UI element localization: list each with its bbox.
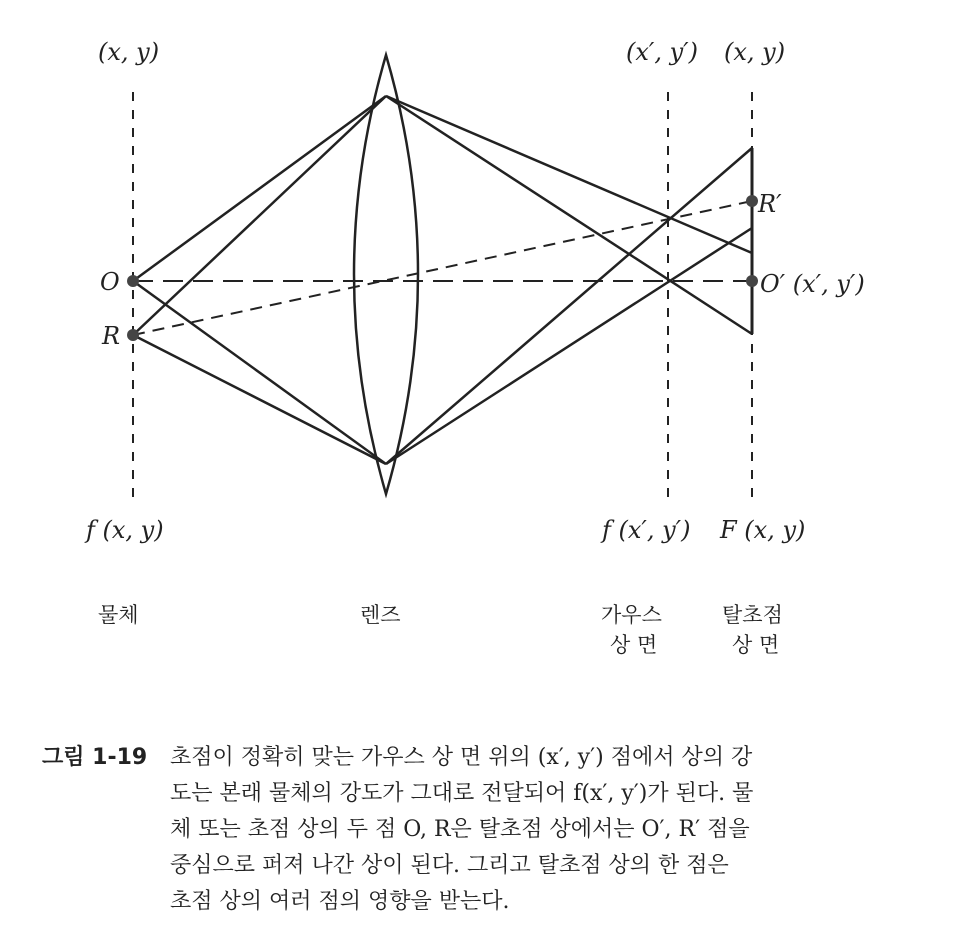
point-O-prime-label: O′ (x′, y′) <box>760 270 865 298</box>
gauss-plane-name-line1: 가우스 <box>601 603 662 627</box>
figure-number: 그림 1-19 <box>42 745 148 770</box>
caption-line-5: 초점 상의 여러 점의 영향을 받는다. <box>170 889 510 914</box>
caption-line-4: 중심으로 퍼져 나간 상이 된다. 그리고 탈초점 상의 한 점은 <box>170 853 729 878</box>
defocus-function-label: F (x, y) <box>720 516 806 544</box>
point-R-prime-marker <box>746 195 758 207</box>
caption-line-3: 체 또는 초점 상의 두 점 O, R은 탈초점 상에서는 O′, R′ 점을 <box>170 817 750 842</box>
point-R-label: R <box>102 322 121 350</box>
chief-ray-R <box>133 201 752 335</box>
defocus-plane-name-line1: 탈초점 <box>722 603 783 627</box>
point-O-prime-marker <box>746 275 758 287</box>
point-O-label: O <box>100 268 120 296</box>
gauss-plane-name-line2: 상 면 <box>610 633 658 657</box>
defocus-top-coordinate-label: (x, y) <box>724 38 786 66</box>
gauss-function-label: f (x′, y′) <box>602 516 691 544</box>
object-function-label: f (x, y) <box>86 516 164 544</box>
gauss-top-coordinate-label: (x′, y′) <box>626 38 698 66</box>
caption-line-2: 도는 본래 물체의 강도가 그대로 전달되어 f(x′, y′)가 된다. 물 <box>170 781 754 806</box>
point-R-prime-label: R′ <box>758 190 782 218</box>
object-top-coordinate-label: (x, y) <box>98 38 160 66</box>
object-plane-name: 물체 <box>98 603 139 627</box>
point-R-marker <box>127 329 139 341</box>
defocus-plane-name-line2: 상 면 <box>732 633 780 657</box>
caption-line-1: 초점이 정확히 맞는 가우스 상 면 위의 (x′, y′) 점에서 상의 강 <box>170 745 753 770</box>
lens-name: 렌즈 <box>360 603 401 627</box>
caption-body <box>170 740 930 920</box>
point-O-marker <box>127 275 139 287</box>
